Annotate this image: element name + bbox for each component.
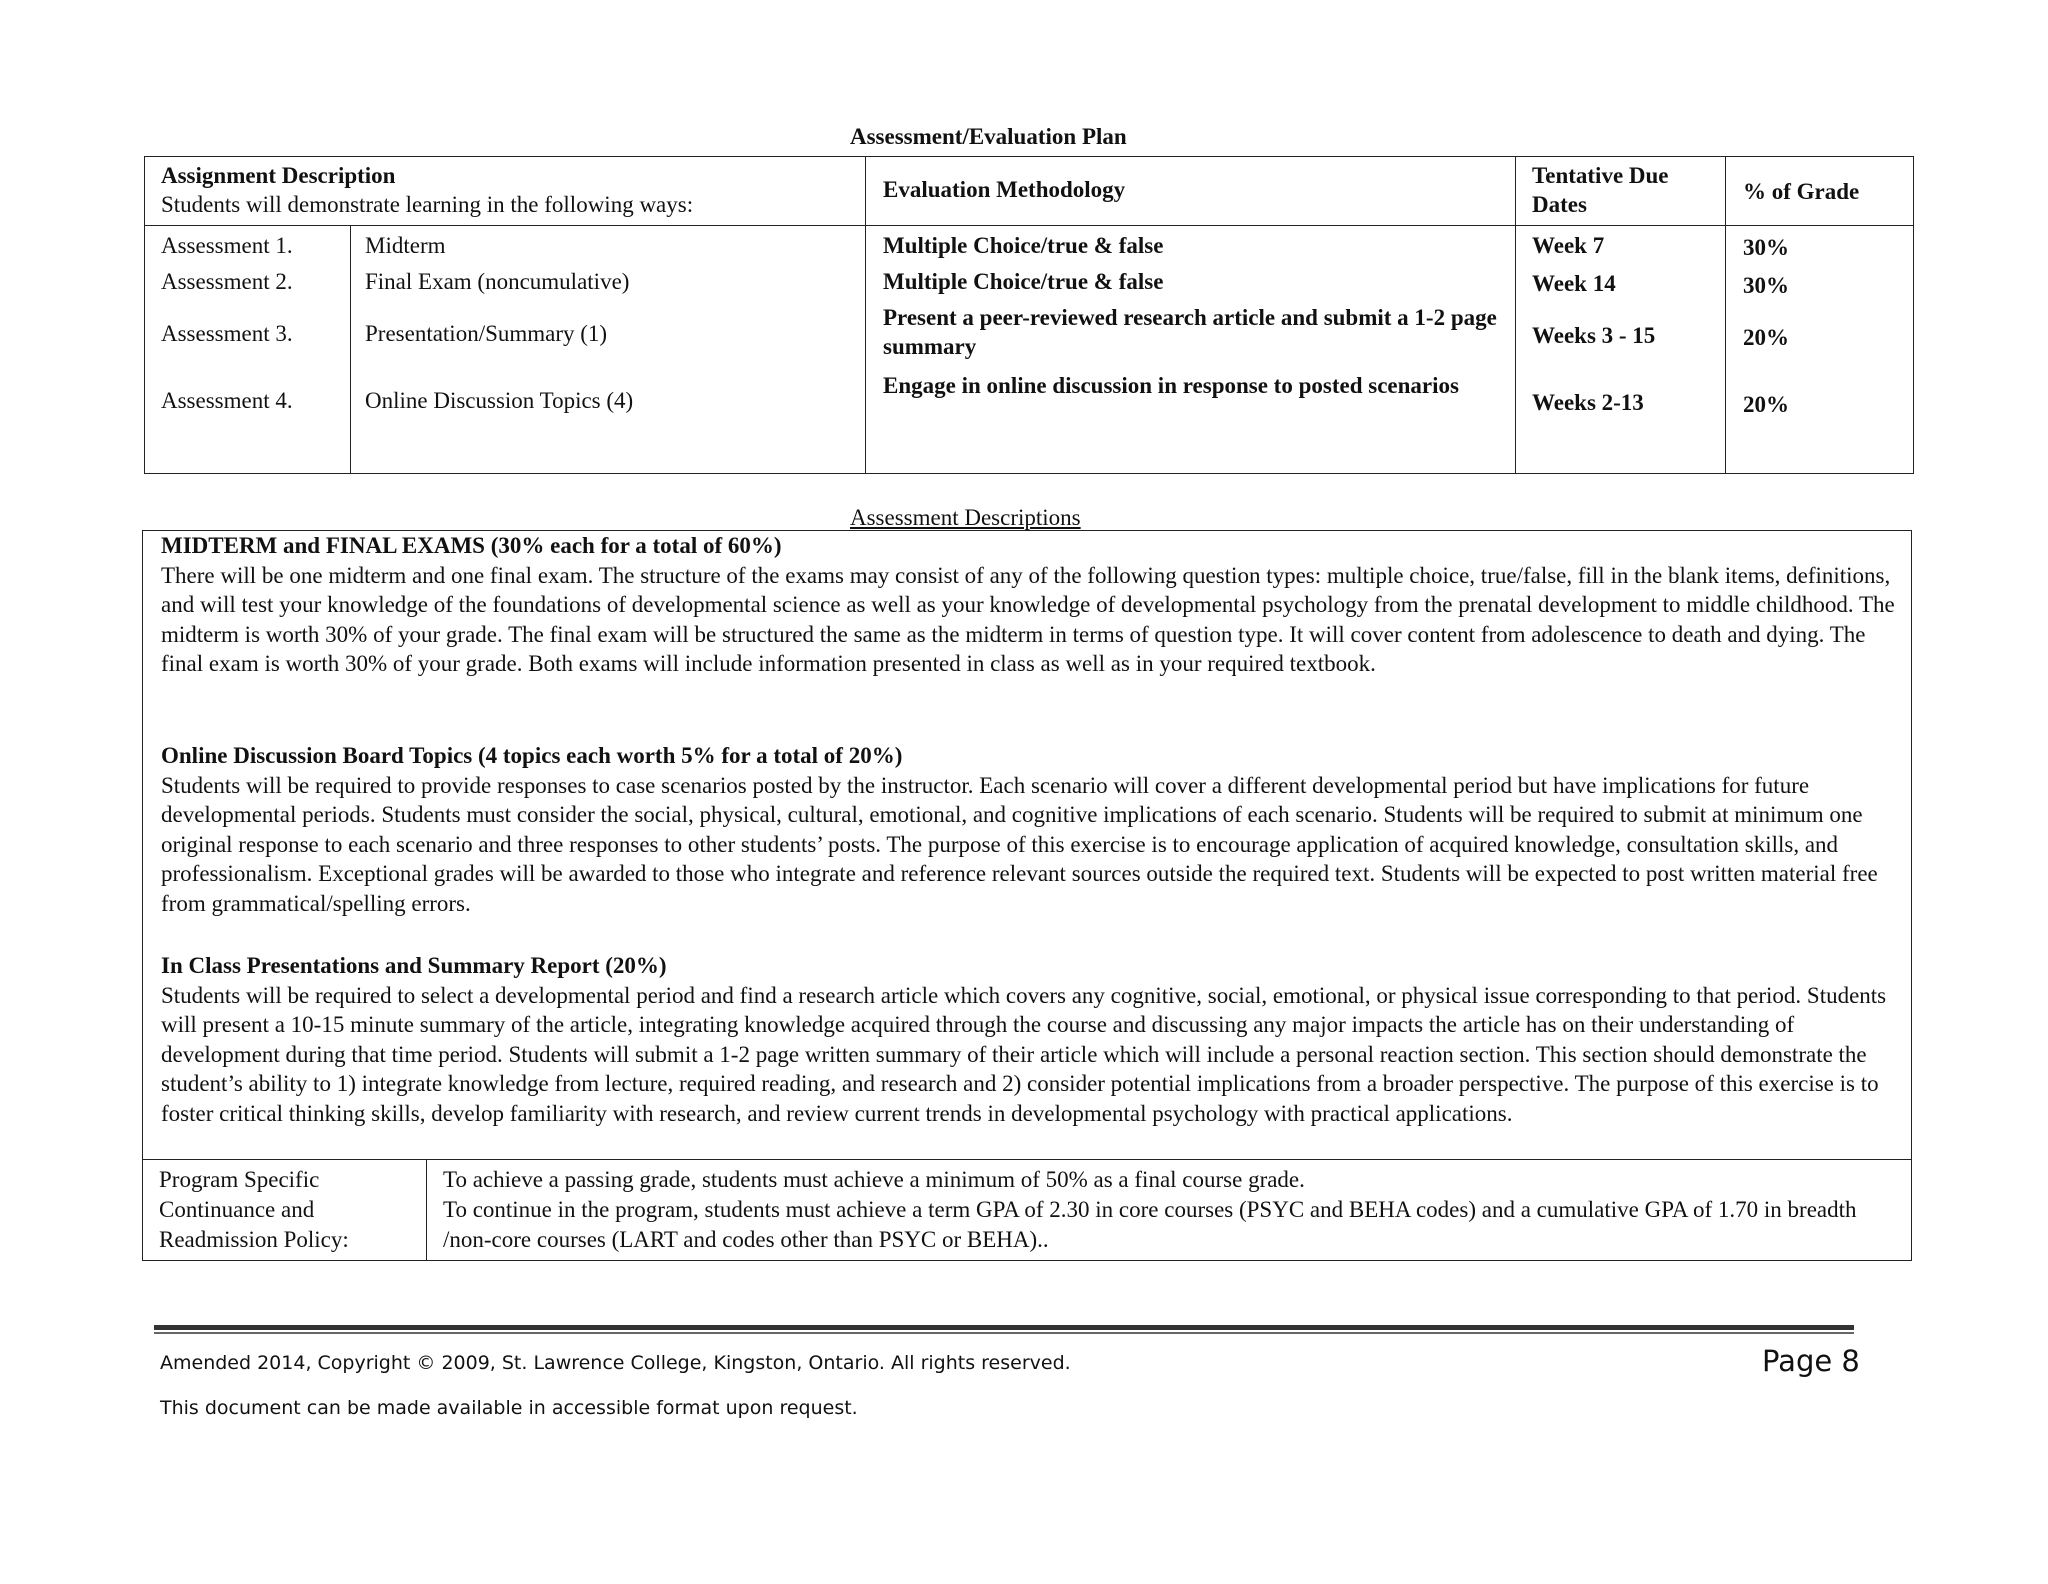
descriptions-title: Assessment Descriptions — [850, 505, 1081, 530]
column-divider — [350, 225, 351, 473]
exams-body: There will be one midterm and one final exam. The structure of the exams may consist of any of the following question types: multiple choice, true/false, fill in the blank items, definitions, and will test your knowledge of the foundations of developmental science as well as your knowledge of developmental psychology from the prenatal development to middle childhood. The midterm is worth 30% of your grade. The final exam will be structured the same as the midterm in terms of question type. It will cover content from adolescence to death and dying. The final exam is worth 30% of your grade. Both exams will include information presented in class as well as in your required textbook. — [161, 562, 1895, 677]
presentations-heading: In Class Presentations and Summary Report (20%) — [161, 953, 667, 978]
exams-section — [161, 531, 1901, 679]
page-number: Page 8 — [1762, 1344, 1860, 1378]
exams-heading: MIDTERM and FINAL EXAMS (30% each for a total of 60%) — [161, 533, 782, 558]
row-grade: 20% — [1743, 392, 1789, 417]
row-description: Midterm — [365, 233, 446, 258]
discussion-section — [161, 741, 1901, 919]
header-assignment-subtitle: Students will demonstrate learning in the following ways: — [161, 192, 694, 217]
row-date: Weeks 2-13 — [1532, 390, 1644, 415]
row-method: Multiple Choice/true & false — [883, 269, 1164, 294]
row-grade: 30% — [1743, 273, 1789, 298]
header-due-dates: Tentative Due Dates — [1532, 163, 1669, 217]
row-label: Assessment 4. — [161, 388, 293, 413]
policy-label: Program Specific Continuance and Readmission Policy: — [159, 1167, 349, 1252]
row-date: Weeks 3 - 15 — [1532, 323, 1656, 348]
assessment-plan-table — [144, 156, 1914, 474]
header-grade: % of Grade — [1743, 179, 1860, 204]
row-method: Present a peer-reviewed research article and submit a 1-2 page summary — [883, 305, 1497, 359]
header-evaluation-methodology: Evaluation Methodology — [883, 177, 1126, 202]
assessment-descriptions-box — [142, 530, 1912, 1260]
presentations-section — [161, 951, 1901, 1129]
header-assignment-title: Assignment Description — [161, 163, 396, 188]
footer-rule — [154, 1325, 1854, 1330]
plan-title: Assessment/Evaluation Plan — [850, 124, 1127, 149]
row-label: Assessment 1. — [161, 233, 293, 258]
row-description: Final Exam (noncumulative) — [365, 269, 630, 294]
row-description: Online Discussion Topics (4) — [365, 388, 634, 413]
column-divider — [1725, 157, 1726, 473]
row-description: Presentation/Summary (1) — [365, 321, 608, 346]
row-grade: 20% — [1743, 325, 1789, 350]
row-method: Multiple Choice/true & false — [883, 233, 1164, 258]
column-divider — [865, 157, 866, 473]
footer-rule — [154, 1332, 1854, 1334]
presentations-body: Students will be required to select a developmental period and find a research article which covers any cognitive, social, emotional, or physical issue corresponding to that period. Students will present a 10-15 minute summary of the article, integrating knowledge acquired through the course and discussing any major impacts the article has on their understanding of development during that time period. Students will submit a 1-2 page written summary of their article which will include a personal reaction section. This section should demonstrate the student’s ability to 1) integrate knowledge from lecture, required reading, and research and 2) consider potential implications from a broader perspective. The purpose of this exercise is to foster critical thinking skills, develop familiarity with research, and review current trends in developmental psychology with practical applications. — [161, 982, 1887, 1126]
policy-line-passing: To achieve a passing grade, students must achieve a minimum of 50% as a final course grade. — [443, 1167, 1305, 1192]
row-label: Assessment 3. — [161, 321, 293, 346]
column-divider — [1515, 157, 1516, 473]
discussion-body: Students will be required to provide responses to case scenarios posted by the instructor. Each scenario will cover a different developmental period but have implications for future developmental periods. Students must consider the social, physical, cultural, emotional, and cognitive implications of each scenario. Students will be required to submit at minimum one original response to each scenario and three responses to other students’ posts. The purpose of this exercise is to encourage application of acquired knowledge, consultation skills, and professionalism. Exceptional grades will be awarded to those who integrate and reference relevant sources outside the required text. Students will be expected to post written material free from grammatical/spelling errors. — [161, 772, 1878, 916]
footer-copyright: Amended 2014, Copyright © 2009, St. Lawrence College, Kingston, Ontario. All rights reserved. — [160, 1352, 1071, 1374]
row-date: Week 14 — [1532, 271, 1616, 296]
row-method: Engage in online discussion in response to posted scenarios — [883, 373, 1459, 398]
row-grade: 30% — [1743, 235, 1789, 260]
row-label: Assessment 2. — [161, 269, 293, 294]
header-divider — [145, 225, 1913, 226]
policy-line-gpa: To continue in the program, students must achieve a term GPA of 2.30 in core courses (PSYC and BEHA codes) and a cumulative GPA of 1.70 in breadth /non-core courses (LART and codes other than PSYC or BEHA).. — [443, 1197, 1857, 1252]
footer-accessible-note: This document can be made available in accessible format upon request. — [160, 1397, 858, 1419]
discussion-heading: Online Discussion Board Topics (4 topics each worth 5% for a total of 20%) — [161, 743, 903, 768]
row-date: Week 7 — [1532, 233, 1605, 258]
continuance-policy-box — [142, 1159, 1912, 1261]
policy-divider — [426, 1160, 427, 1260]
